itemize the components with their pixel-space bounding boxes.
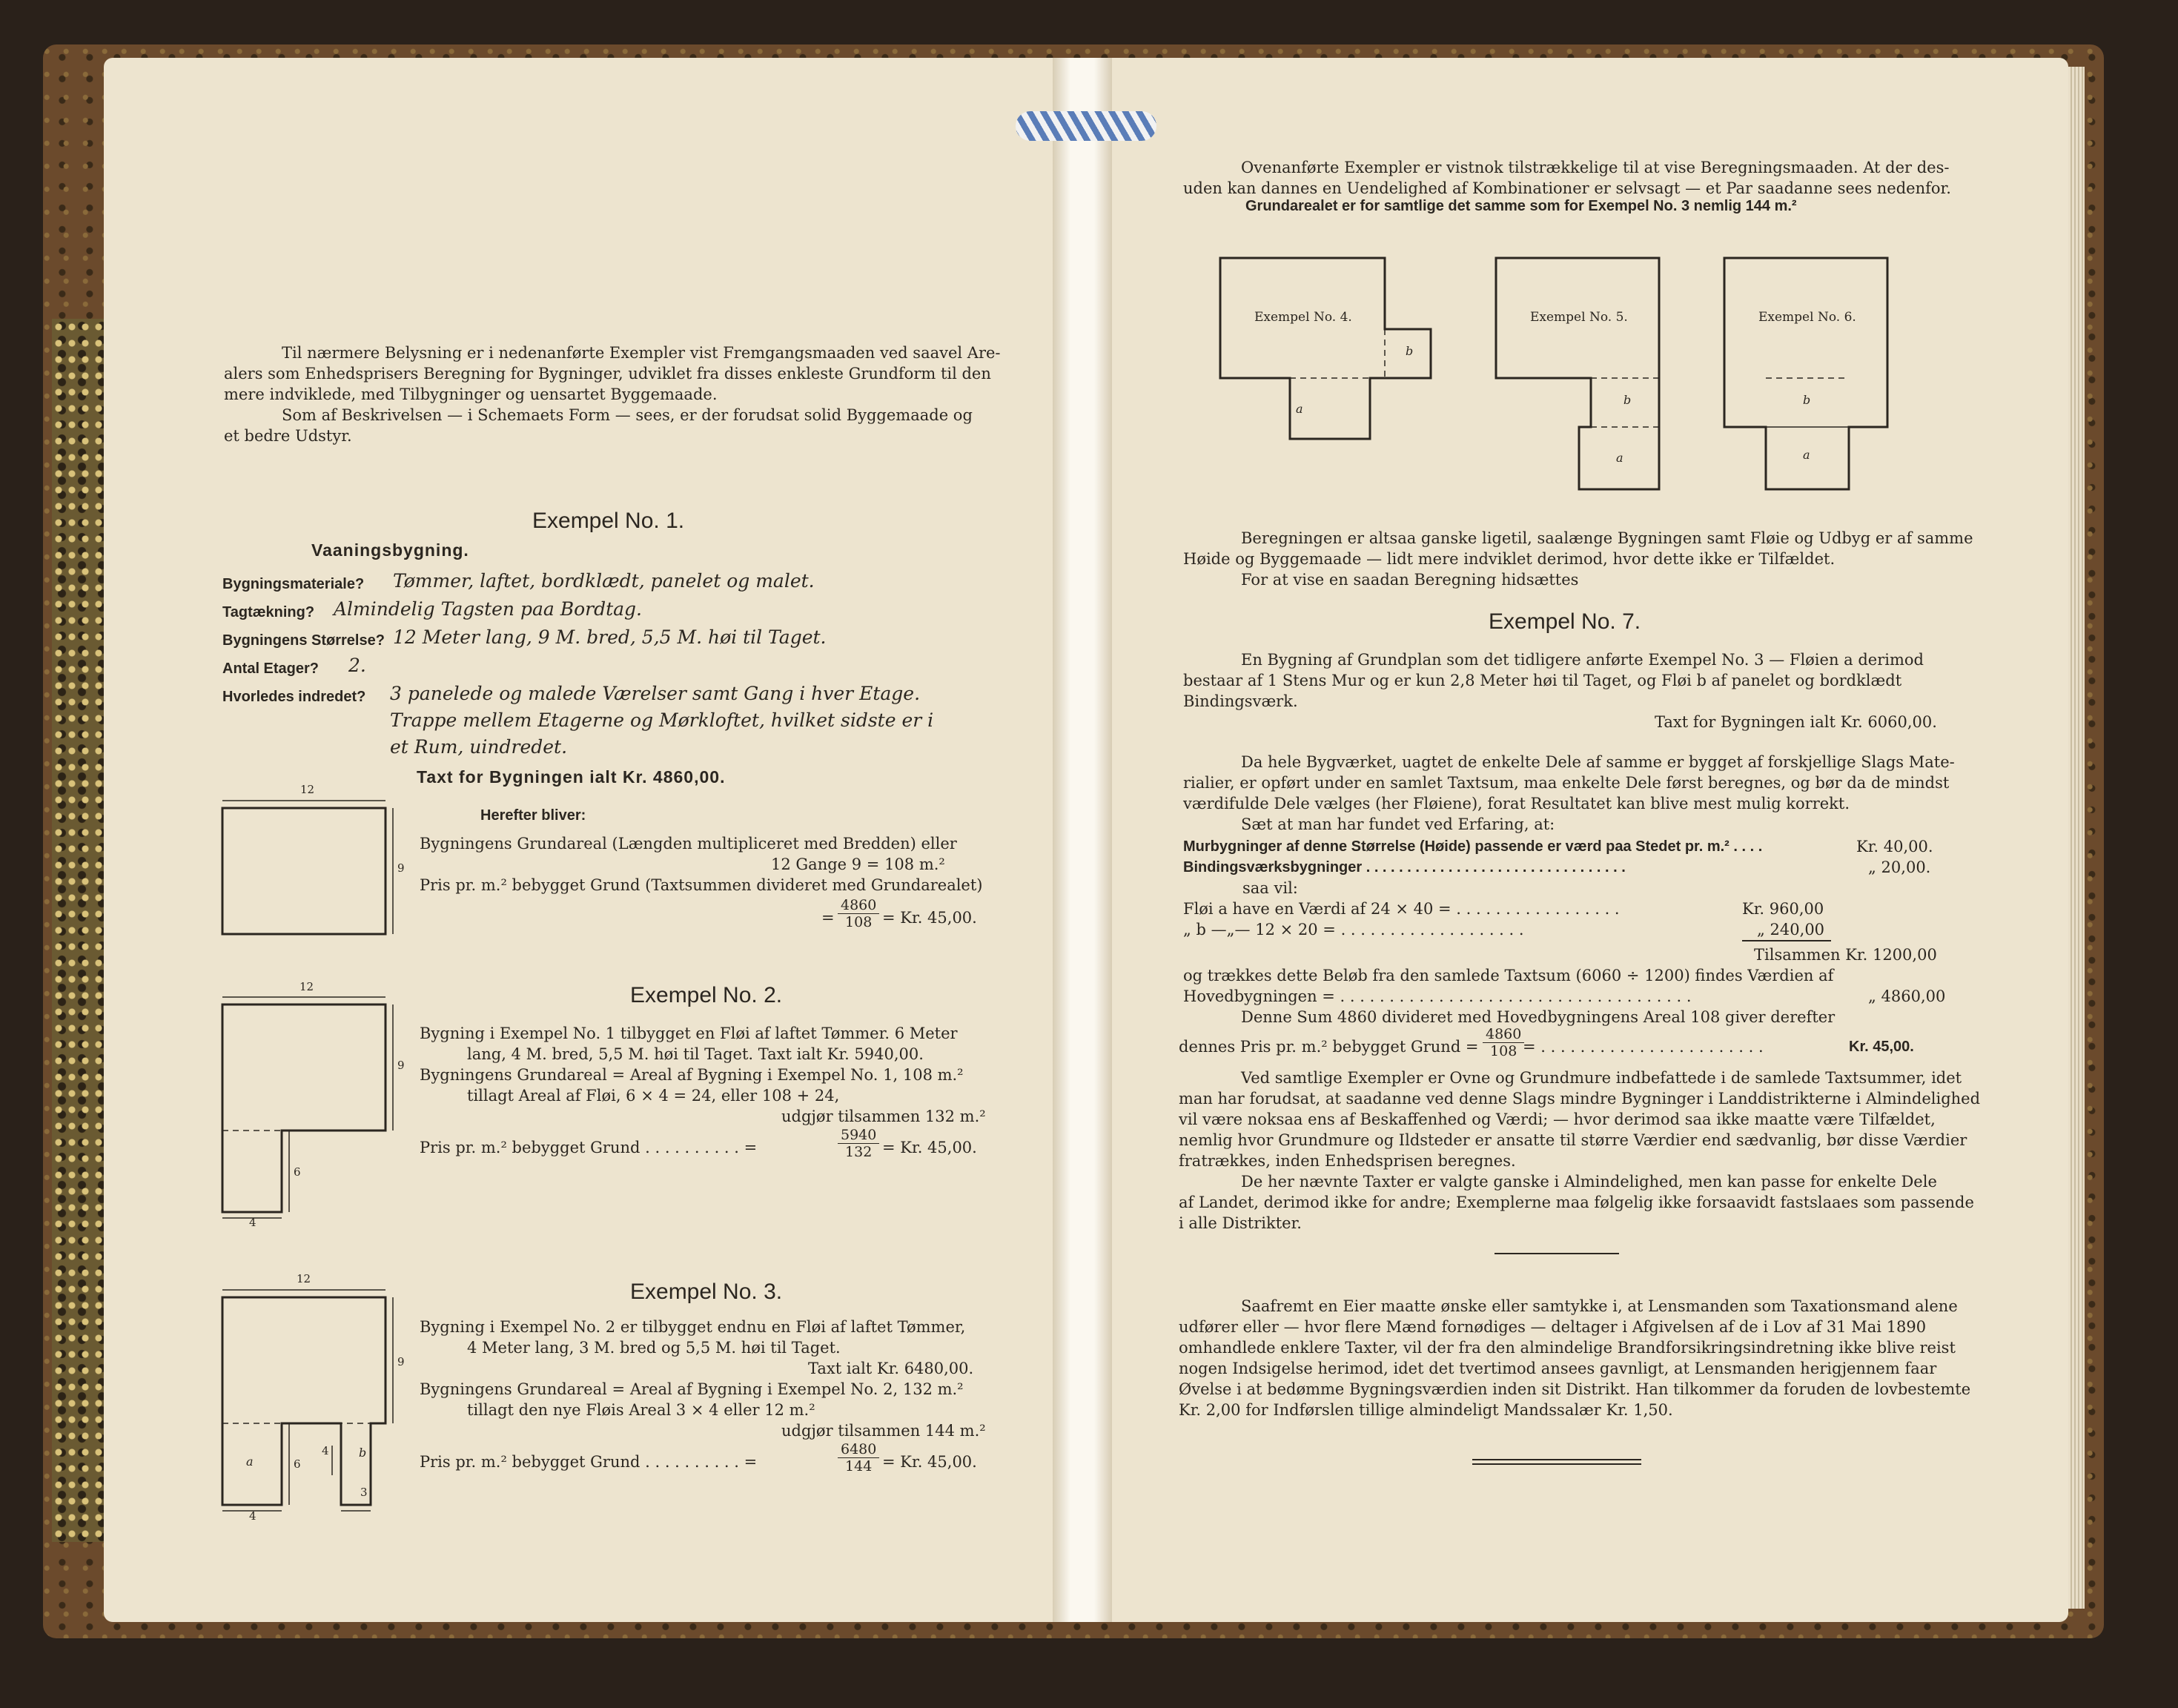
ex1-title: Exempel No. 1. [532,509,685,533]
ex2-line: udgjør tilsammen 132 m.² [781,1108,986,1125]
ex2-line: Bygningens Grundareal = Areal af Bygning i Exempel No. 1, 108 m.² [420,1066,964,1084]
dim-label: 9 [397,1355,405,1368]
denominator: 108 [1490,1043,1517,1059]
dim-label: 3 [360,1486,368,1499]
dim-label: 6 [294,1165,301,1179]
field-value: 3 panelede og malede Værelser samt Gang i hver Etage. [390,683,921,704]
floi-b-value: „ 240,00 [1757,921,1825,939]
intro-line: Til nærmere Belysning er i nedenanførte Exempler vist Fremgangsmaaden ved saavel Are- [282,344,1001,362]
field-value: Tømmer, laftet, bordklædt, panelet og malet. [393,570,815,592]
ex7-line: Bindingsværk. [1183,692,1298,710]
ex7-line: bestaar af 1 Stens Mur og er kun 2,8 Meter høi til Taget, og Fløi b af panelet og bordklædt [1183,672,1902,689]
ex1-line: Bygningens Grundareal (Længden multipliceret med Bredden) eller [420,835,957,853]
numerator: 6480 [838,1441,879,1458]
denominator: 108 [845,914,873,930]
equals: = [821,909,835,927]
ex2-line: Bygning i Exempel No. 1 tilbygget en Fløi af laftet Tømmer. 6 Meter [420,1025,958,1042]
intro-line: alers som Enhedsprisers Beregning for Bygninger, udviklet fra disses enkleste Grundform til den [224,365,991,383]
ex2-pris: Pris pr. m.² bebygget Grund . . . . . . . . . . = [420,1139,758,1156]
bereg-line: Beregningen er altsaa ganske ligetil, saalænge Bygningen samt Fløie og Udbyg er af samme [1241,529,1973,547]
ex7-line: i alle Distrikter. [1179,1214,1302,1232]
fraction [838,897,879,930]
ex3-line: udgjør tilsammen 144 m.² [781,1422,986,1440]
field-value: Trappe mellem Etagerne og Mørkloftet, hvilket sidste er i [390,709,934,731]
wing-label: b [1803,393,1811,407]
mur-line: Murbygninger af denne Størrelse (Høide) passende er værd paa Stedet pr. m.² . . . . [1183,838,1763,855]
ex3-line: tillagt den nye Fløis Areal 3 × 4 eller 12 m.² [467,1401,815,1419]
field-value: 2. [348,655,366,676]
dim-label: 9 [397,861,405,875]
og-value: „ 4860,00 [1868,987,1946,1005]
sum-rule [1742,940,1831,941]
ex7-line: vil være noksaa ens af Beskaffenhed og Værdi; — hvor derimod saa ikke maatte være Tilfældet, [1179,1110,1936,1128]
wing-label: a [246,1454,254,1469]
saa-vil: saa vil: [1242,879,1298,897]
dim-label: 12 [299,980,314,993]
ex7-line: nemlig hvor Grundmure og Ildsteder er ansatte til større Værdier end sædvanlig, bør disse Værdier [1179,1131,1967,1149]
page-edges [2068,67,2085,1609]
ex1-taxt: Taxt for Bygningen ialt Kr. 4860,00. [417,767,726,787]
denominator: 144 [845,1458,873,1474]
og-line: Hovedbygningen = . . . . . . . . . . . . . . . . . . . . . . . . . . . . . . . . . . . . [1183,987,1692,1005]
bind-value: „ 20,00. [1868,858,1931,876]
plan-ex1 [221,801,399,941]
bereg-line: Høide og Byggemaade — lidt mere indviklet derimod, hvor dette ikke er Tilfældet. [1183,550,1836,568]
ex7-line: rialier, er opført under en samlet Taxtsum, maa enkelte Dele først beregnes, og bør da de mindst [1183,774,1950,792]
wing-label: b [359,1446,367,1460]
ex7-line: værdifulde Dele vælges (her Fløiene), forat Resultatet kan blive mest mulig korrekt. [1183,795,1850,812]
final-line: nogen Indsigelse herimod, idet det tvertimod ansees gavnligt, at Lensmanden herigjennem faar [1179,1360,1937,1377]
bereg-line: For at vise en saadan Beregning hidsættes [1241,571,1579,589]
plan-label: Exempel No. 6. [1758,310,1856,325]
ex7-line: fratrækkes, inden Enhedsprisen beregnes. [1179,1152,1516,1170]
result: = Kr. 45,00. [882,1139,977,1156]
numerator: 4860 [1483,1026,1524,1043]
dim-label: 9 [397,1059,405,1072]
pris-value: Kr. 45,00. [1849,1039,1914,1055]
numerator: 4860 [838,897,879,914]
ex1-line: Pris pr. m.² bebygget Grund (Taxtsummen divideret med Grundarealet) [420,876,983,894]
ex3-title: Exempel No. 3. [630,1280,783,1304]
floi-a-value: Kr. 960,00 [1742,900,1824,918]
ex7-line: En Bygning af Grundplan som det tidligere anførte Exempel No. 3 — Fløien a derimod [1241,651,1924,669]
wing-label: a [1803,448,1810,462]
wing-label: b [1623,393,1632,407]
field-value: Almindelig Tagsten paa Bordtag. [334,598,642,620]
final-line: Øvelse i at bedømme Bygningsværdien inden sit Distrikt. Han tilkommer da foruden de lovbestemte [1179,1380,1971,1398]
right-intro: Ovenanførte Exempler er vistnok tilstrækkelige til at vise Beregningsmaaden. At der des- [1241,159,1950,176]
ex3-line: 4 Meter lang, 3 M. bred og 5,5 M. høi til Taget. [467,1339,841,1357]
grundareal-note: Grundarealet er for samtlige det samme som for Exempel No. 3 nemlig 144 m.² [1245,198,1797,214]
final-line: Kr. 2,00 for Indførslen tillige almindeligt Mandssalær Kr. 1,50. [1179,1401,1673,1419]
ex1-subtitle: Vaaningsbygning. [311,540,469,560]
field-label: Tagtækning? [222,604,315,620]
book-gutter [1053,58,1112,1622]
ex1-herefter: Herefter bliver: [480,807,586,824]
end-rule [1472,1463,1641,1465]
intro-line: et bedre Udstyr. [224,427,352,445]
ex3-line: Taxt ialt Kr. 6480,00. [808,1360,974,1377]
field-value: et Rum, uindredet. [390,736,568,758]
ex7-line: man har forudsat, at saadanne ved denne Slags mindre Bygninger i Landdistrikterne i Almindelighed [1179,1090,1981,1108]
ex7-title: Exempel No. 7. [1489,609,1641,634]
bind-line: Bindingsværksbygninger . . . . . . . . . . . . . . . . . . . . . . . . . . . . . . . . [1183,859,1626,875]
result: = Kr. 45,00. [882,1453,977,1471]
ex2-line: lang, 4 M. bred, 5,5 M. høi til Taget. Taxt ialt Kr. 5940,00. [467,1045,924,1063]
final-line: Saafremt en Eier maatte ønske eller samtykke i, at Lensmanden som Taxationsmand alene [1241,1297,1958,1315]
dim-label: 12 [297,1272,311,1285]
tilsammen: Tilsammen Kr. 1200,00 [1754,946,1937,964]
fraction [838,1441,879,1474]
og-line: og trækkes dette Beløb fra den samlede Taxtsum (6060 ÷ 1200) findes Værdien af [1183,967,1834,984]
field-label: Hvorledes indredet? [222,689,366,705]
fraction [838,1127,879,1160]
ex7-line: Ved samtlige Exempler er Ovne og Grundmure indbefattede i de samlede Taxtsummer, idet [1241,1069,1962,1087]
numerator: 5940 [838,1127,879,1144]
section-rule [1495,1253,1619,1254]
ex3-pris: Pris pr. m.² bebygget Grund . . . . . . . . . . = [420,1453,758,1471]
result: = Kr. 45,00. [882,909,977,927]
ex7-line: af Landet, derimod ikke for andre; Exemplerne maa følgelig ikke forsaavidt fastslaaes som passende [1179,1194,1974,1211]
final-line: udfører eller — hvor flere Mænd fornødiges — deltager i Afgivelsen af de i Lov af 31 Mai 1890 [1179,1318,1927,1336]
ex2-line: tillagt Areal af Fløi, 6 × 4 = 24, eller 108 + 24, [467,1087,840,1105]
dim-label: 6 [294,1457,301,1471]
intro-line: Som af Beskrivelsen — i Schemaets Form — sees, er der forudsat solid Byggemaade og [282,406,973,424]
plan-label: Exempel No. 4. [1254,310,1352,325]
mur-value: Kr. 40,00. [1856,838,1933,855]
denne-line: Denne Sum 4860 divideret med Hovedbygningens Areal 108 giver derefter [1241,1008,1836,1026]
floi-b-line: „ b —„— 12 × 20 = . . . . . . . . . . . . . . . . . . . [1183,921,1524,939]
pris-dots: = . . . . . . . . . . . . . . . . . . . . . . . [1523,1038,1764,1056]
wing-label: a [1296,402,1303,416]
plan-label: Exempel No. 5. [1530,310,1628,325]
pris-line: dennes Pris pr. m.² bebygget Grund = [1179,1038,1479,1056]
wing-label: b [1406,344,1414,358]
floi-a-line: Fløi a have en Værdi af 24 × 40 = . . . . . . . . . . . . . . . . . [1183,900,1620,918]
plan-ex5 [1495,256,1665,494]
intro-line: mere indviklede, med Tilbygninger og uensartet Byggemaade. [224,385,718,403]
field-label: Bygningsmateriale? [222,576,365,592]
ex7-line: Sæt at man har fundet ved Erfaring, at: [1241,815,1555,833]
ex7-line: De her nævnte Taxter er valgte ganske i Almindelighed, men kan passe for enkelte Dele [1241,1173,1937,1191]
dim-label: 12 [300,783,315,796]
field-value: 12 Meter lang, 9 M. bred, 5,5 M. høi til Taget. [393,626,827,648]
binding-thread [1016,111,1156,141]
right-intro: uden kan dannes en Uendelighed af Kombinationer er selvsagt — et Par saadanne sees nedenfor. [1183,179,1951,197]
denominator: 132 [845,1144,873,1160]
dim-label: 4 [322,1444,329,1457]
ex3-line: Bygningens Grundareal = Areal af Bygning i Exempel No. 2, 132 m.² [420,1380,964,1398]
field-label: Antal Etager? [222,661,320,677]
plan-ex2 [221,997,399,1219]
plan-ex3 [221,1290,399,1512]
ex2-title: Exempel No. 2. [630,983,783,1007]
fraction [1483,1026,1524,1059]
wing-label: a [1616,451,1623,465]
end-rule [1472,1459,1641,1460]
final-line: omhandlede enklere Taxter, vil der fra den almindelige Brandforsikringsindretning ikke blive reist [1179,1339,1956,1357]
ex7-taxt: Taxt for Bygningen ialt Kr. 6060,00. [1655,713,1937,731]
marbled-edge [52,319,111,1542]
dim-label: 4 [249,1509,256,1523]
dim-label: 4 [249,1216,256,1229]
ex7-line: Da hele Bygværket, uagtet de enkelte Dele af samme er bygget af forskjellige Slags Mate- [1241,753,1955,771]
field-label: Bygningens Størrelse? [222,632,385,649]
ex1-line: 12 Gange 9 = 108 m.² [771,855,945,873]
ex3-line: Bygning i Exempel No. 2 er tilbygget endnu en Fløi af laftet Tømmer, [420,1318,966,1336]
